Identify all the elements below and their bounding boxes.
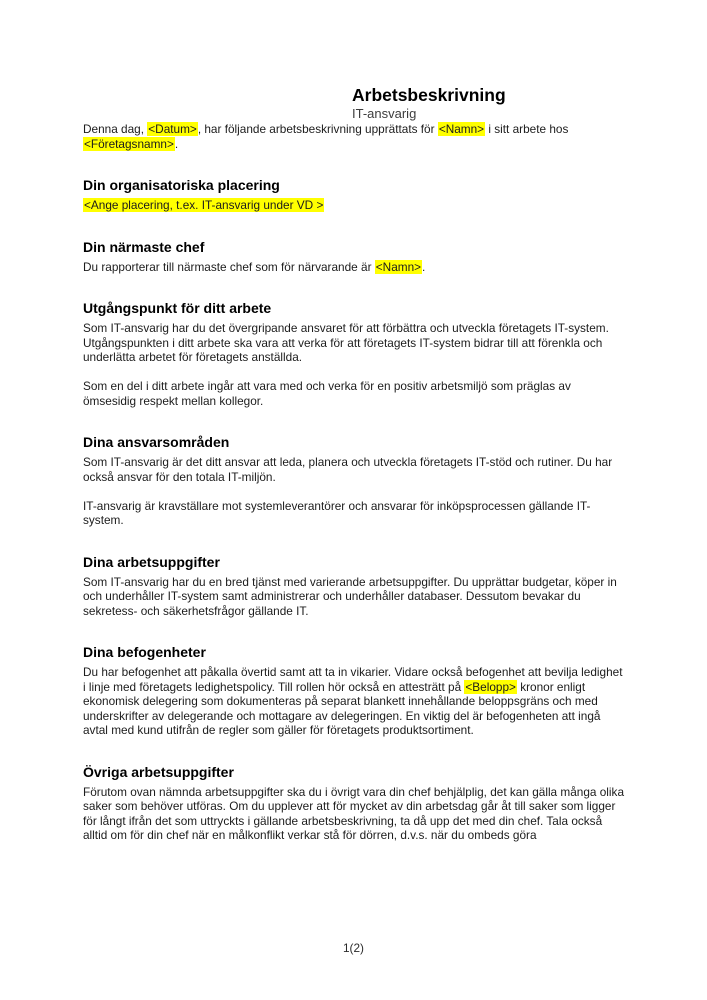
document-content — [83, 0, 624, 843]
paragraph — [83, 785, 624, 843]
document-section — [83, 239, 624, 275]
text-run: , har följande arbetsbeskrivning upprättats för — [197, 122, 438, 136]
section-heading: Dina befogenheter — [83, 644, 206, 660]
highlighted-placeholder: <Namn> — [438, 122, 485, 136]
paragraph — [83, 575, 624, 619]
document-section — [83, 434, 624, 528]
text-run: Som IT-ansvarig har du en bred tjänst med varierande arbetsuppgifter. Du upprättar budgetar, köper in och underhåller IT-system samt administrerar och underhåller databaser. Dessutom bevakar du sekretess- och säkerhetsfrågor gällande IT. — [83, 574, 617, 618]
paragraph — [83, 198, 624, 213]
document-section — [83, 300, 624, 408]
text-run: i sitt arbete hos — [485, 122, 569, 136]
text-run: Du har befogenhet att påkalla övertid samt att ta in vikarier. Vidare också befogenhet att bevilja ledighet i linje med företagets ledighetspolicy. Till rollen hör också en attesträtt på — [83, 665, 623, 694]
section-heading: Dina arbetsuppgifter — [83, 553, 220, 570]
paragraph — [83, 260, 624, 275]
text-run: Förutom ovan nämnda arbetsuppgifter ska du i övrigt vara din chef behjälplig, det kan gälla många olika saker som behöver utföras. Om du upplever att för mycket av din arbetsdag går åt till saker som ligger för långt ifrån det som uttryckts i gällande arbetsbeskrivning, ta då upp det med din chef. Tala också alltid om för din chef när en målkonflikt verkar stå för dörren, d.v.s. när du ombeds göra — [83, 784, 625, 842]
section-heading: Övriga arbetsuppgifter — [83, 763, 234, 780]
text-run: Du rapporterar till närmaste chef som för närvarande är — [83, 259, 375, 274]
text-run: Som IT-ansvarig har du det övergripande ansvaret för att förbättra och utveckla företagets IT-system. Utgångspunkten i ditt arbete ska vara att verka för att företagets IT-system bidrar till att förenkla och underlätta arbetet för företagets anställda. — [83, 321, 609, 364]
text-run: . — [422, 259, 426, 274]
highlighted-placeholder: <Datum> — [148, 122, 197, 136]
paragraph — [83, 665, 624, 738]
text-run: Som IT-ansvarig är det ditt ansvar att leda, planera och utveckla företagets IT-stöd och rutiner. Du har också ansvar för den totala IT-miljön. — [83, 455, 613, 484]
sections — [83, 177, 624, 843]
text-run: IT-ansvarig är kravställare mot systemleverantörer och ansvarar för inköpsprocessen gällande IT-system. — [83, 498, 591, 527]
document-title: Arbetsbeskrivning — [352, 85, 506, 105]
paragraph — [83, 455, 624, 484]
section-heading: Din närmaste chef — [83, 238, 205, 255]
highlighted-placeholder: <Företagsnamn> — [84, 136, 174, 151]
section-heading: Dina ansvarsområden — [83, 434, 230, 450]
document-subtitle: IT-ansvarig — [352, 106, 417, 121]
text-run: Som en del i ditt arbete ingår att vara med och verka för en positiv arbetsmiljö som präglas av ömsesidig respekt mellan kollegor. — [83, 379, 571, 408]
document-section — [83, 177, 624, 213]
highlighted-placeholder: <Namn> — [375, 259, 422, 274]
section-heading: Utgångspunkt för ditt arbete — [83, 300, 272, 316]
page-number: 1(2) — [343, 941, 364, 955]
document-header — [352, 85, 624, 122]
document-section — [83, 554, 624, 619]
document-section — [83, 764, 624, 843]
intro-paragraph — [83, 122, 624, 151]
paragraph — [83, 379, 624, 408]
section-heading: Din organisatoriska placering — [83, 177, 280, 193]
highlighted-placeholder: <Ange placering, t.ex. IT-ansvarig under VD > — [84, 198, 324, 212]
text-run: . — [174, 136, 179, 151]
highlighted-placeholder: <Belopp> — [465, 679, 516, 694]
paragraph — [83, 499, 624, 528]
document-section — [83, 644, 624, 738]
text-run: Denna dag, — [83, 122, 148, 136]
paragraph — [83, 321, 624, 365]
text-run: kronor enligt ekonomisk delegering som dokumenteras på separat blankett innehållande beloppsgräns och med underskrifter av delegerande och mottagare av delegeringen. En viktig del är befogenheten att ingå avtal med kund utifrån de regler som gäller för företagets produktsortiment. — [83, 679, 601, 737]
